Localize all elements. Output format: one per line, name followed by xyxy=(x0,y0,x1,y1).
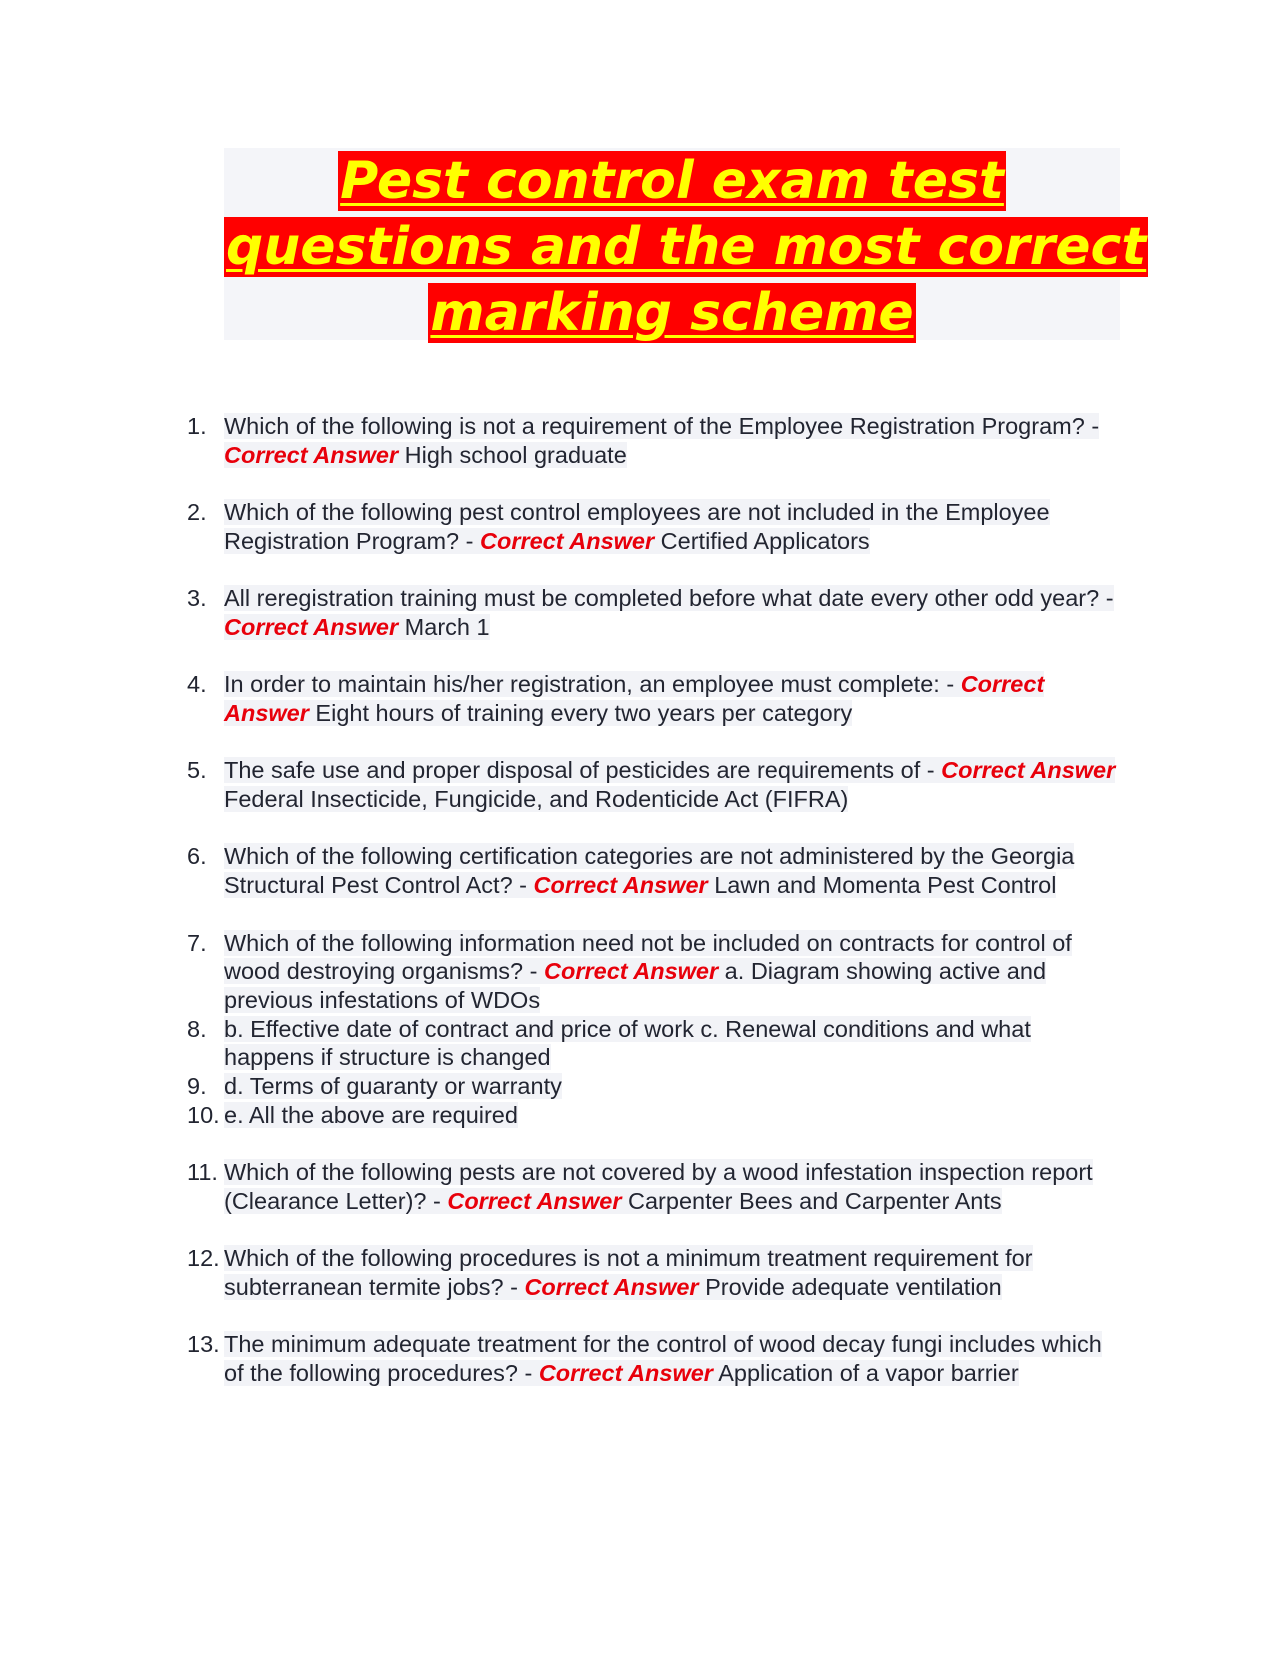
question-text: Which of the following procedures is not a minimum treatment requirement for subterranean termite jobs? - xyxy=(224,1245,1033,1300)
correct-answer-label: Correct Answer xyxy=(224,613,399,640)
question-item xyxy=(180,498,1125,555)
question-item xyxy=(180,756,1125,813)
answer-text: March 1 xyxy=(398,613,490,640)
answer-text: Carpenter Bees and Carpenter Ants xyxy=(621,1187,1002,1214)
question-text: In order to maintain his/her registration, an employee must complete: - xyxy=(224,671,961,698)
question-number: 13. xyxy=(187,1331,220,1358)
question-text: Which of the following is not a requirement of the Employee Registration Program? - xyxy=(224,413,1100,439)
answer-text: a. Diagram showing active and previous infestations of WDOs xyxy=(224,958,1047,1013)
title-line-3: marking scheme xyxy=(430,283,914,343)
question-number: 5. xyxy=(187,757,207,784)
question-number: 6. xyxy=(187,843,207,870)
answer-text: Application of a vapor barrier xyxy=(712,1360,1019,1387)
question-number: 12. xyxy=(187,1245,220,1272)
question-text: Which of the following pests are not covered by a wood infestation inspection report (Clearance Letter)? - xyxy=(224,1159,1093,1214)
correct-answer-label: Correct Answer xyxy=(524,1273,699,1300)
question-item xyxy=(180,1158,1125,1215)
question-list xyxy=(180,412,1125,1388)
list-item xyxy=(180,1101,1125,1130)
correct-answer-label: Correct Answer xyxy=(447,1187,622,1214)
question-number: 8. xyxy=(187,1015,207,1042)
item-text: e. All the above are required xyxy=(224,1101,518,1128)
answer-text: Lawn and Momenta Pest Control xyxy=(707,872,1057,899)
item-text: b. Effective date of contract and price of work c. Renewal conditions and what happens if structure is changed xyxy=(224,1015,1031,1071)
question-item xyxy=(180,842,1125,899)
question-number: 2. xyxy=(187,499,207,526)
question-text: Which of the following certification categories are not administered by the Georgia Structural Pest Control Act? - xyxy=(224,843,1075,899)
correct-answer-label: Correct Answer xyxy=(538,1360,713,1387)
title-line-2: questions and the most correct xyxy=(226,217,1147,277)
document-title xyxy=(224,148,1147,343)
question-item xyxy=(180,1330,1125,1387)
question-item xyxy=(180,584,1125,641)
question-text: The safe use and proper disposal of pesticides are requirements of - xyxy=(224,757,942,784)
correct-answer-label: Correct Answer xyxy=(224,671,1045,726)
question-text: Which of the following pest control employees are not included in the Employee Registration Program? - xyxy=(224,499,1050,554)
question-item xyxy=(180,412,1125,469)
question-item xyxy=(180,929,1125,1015)
title-line-1: Pest control exam test xyxy=(340,151,1004,211)
question-item xyxy=(180,670,1125,727)
correct-answer-label: Correct Answer xyxy=(941,757,1116,784)
correct-answer-label: Correct Answer xyxy=(533,872,708,899)
answer-text: Federal Insecticide, Fungicide, and Rodenticide Act (FIFRA) xyxy=(224,786,849,813)
correct-answer-label: Correct Answer xyxy=(224,441,399,468)
list-item xyxy=(180,1015,1125,1072)
list-item xyxy=(180,1072,1125,1101)
answer-text: Certified Applicators xyxy=(654,527,870,554)
question-number: 1. xyxy=(187,413,207,439)
answer-text: Provide adequate ventilation xyxy=(698,1273,1002,1300)
question-number: 3. xyxy=(187,585,207,612)
question-number: 7. xyxy=(187,929,207,956)
question-item xyxy=(180,1244,1125,1301)
question-number: 4. xyxy=(187,671,207,698)
answer-text: High school graduate xyxy=(398,441,627,468)
question-text: The minimum adequate treatment for the control of wood decay fungi includes which of the following procedures? - xyxy=(224,1331,1102,1387)
question-number: 9. xyxy=(187,1073,207,1100)
question-text: Which of the following information need not be included on contracts for control of wood destroying organisms? - xyxy=(224,929,1072,985)
correct-answer-label: Correct Answer xyxy=(544,958,719,985)
answer-text: Eight hours of training every two years per category xyxy=(308,699,853,726)
question-number: 10. xyxy=(187,1101,220,1128)
question-number: 11. xyxy=(187,1159,218,1186)
question-text: All reregistration training must be completed before what date every other odd year? - xyxy=(224,585,1114,612)
item-text: d. Terms of guaranty or warranty xyxy=(224,1073,562,1100)
correct-answer-label: Correct Answer xyxy=(480,527,655,554)
